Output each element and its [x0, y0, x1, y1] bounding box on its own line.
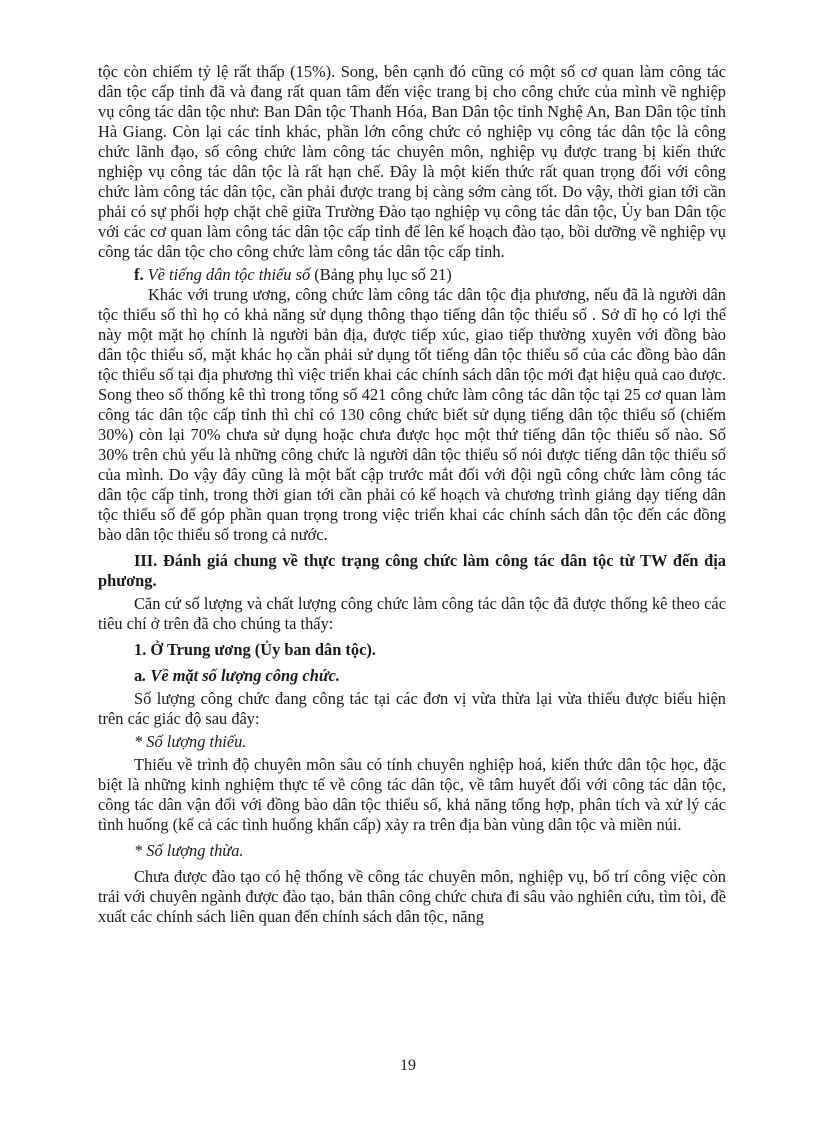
page-number: 19 [400, 1057, 416, 1074]
subsection-f-label: f. [134, 265, 144, 284]
paragraph-continuation: tộc còn chiếm tỷ lệ rất thấp (15%). Song, bên cạnh đó cũng có một số cơ quan làm công tác dân tộc cấp tỉnh đã và đang rất quan tâm đến việc trang bị cho công chức của mình về nghiệp vụ công tác dân tộc như: Ban Dân tộc Thanh Hóa, Ban Dân tộc tỉnh Nghệ An, Ban Dân tộc tỉnh Hà Giang. Còn lại các tỉnh khác, phần lớn công chức có nghiệp vụ công tác dân tộc là công chức lãnh đạo, số công chức làm công tác chuyên môn, nghiệp vụ được trang bị kiến thức nghiệp vụ công tác dân tộc là rất hạn chế. Đây là một kiến thức rất quan trọng đối với công chức làm công tác dân tộc, cần phải được trang bị càng sớm càng tốt. Do vậy, thời gian tới cần phải có sự phối hợp chặt chẽ giữa Trường Đào tạo nghiệp vụ công tác dân tộc, Ủy ban Dân tộc với các cơ quan làm công tác dân tộc cấp tỉnh để lên kế hoạch đào tạo, bồi dưỡng về nghiệp vụ công tác dân tộc cho công chức làm công tác dân tộc cấp tỉnh. [98, 62, 726, 261]
subsection-a-title: . Về mặt số lượng công chức. [142, 666, 341, 685]
subsection-f-heading [98, 265, 726, 285]
subheading-surplus: * Số lượng thừa. [134, 841, 244, 860]
subsection-f-title: Về tiếng dân tộc thiểu số [147, 265, 311, 284]
paragraph-ethnic-language: Khác với trung ương, công chức làm công tác dân tộc địa phương, nếu đã là người dân tộc thiểu số thì họ có khả năng sử dụng thông thạo tiếng dân tộc thiểu số . Sở dĩ họ có lợi thế này một mặt họ chính là người bản địa, được tiếp xúc, giao tiếp thường xuyên với đồng bào dân tộc thiểu số, mặt khác họ cần phải sử dụng tốt tiếng dân tộc thiểu số của các đồng bào dân tộc thiểu số tại địa phương thì việc triển khai các chính sách dân tộc mới đạt hiệu quả cao được. Song theo số thống kê thì trong tổng số 421 công chức làm công tác dân tộc tại 25 cơ quan làm công tác dân tộc cấp tỉnh thì chỉ có 130 công chức biết sử dụng tiếng dân tộc thiểu số (chiếm 30%) còn lại 70% chưa sử dụng hoặc chưa được học một thứ tiếng dân tộc thiểu số nào. Số 30% trên chủ yếu là những công chức là người dân tộc thiểu số nói được tiếng dân tộc thiểu số của mình. Do vậy đây cũng là một bất cập trước mắt đối với đội ngũ công chức làm công tác dân tộc cấp tỉnh, trong thời gian tới cần phải có kế hoạch và chương trình giảng dạy tiếng dân tộc thiểu số để góp phần quan trọng trong việc triển khai các chính sách dân tộc đến các đồng bào dân tộc thiểu số trong cả nước. [98, 285, 726, 544]
document-body [98, 62, 726, 927]
subsection-a-label: a [134, 666, 143, 685]
subsection-f-reference: (Bảng phụ lục số 21) [310, 265, 452, 284]
subheading-shortage: * Số lượng thiếu. [134, 732, 247, 751]
paragraph-shortage: Thiếu về trình độ chuyên môn sâu có tính chuyên nghiệp hoá, kiến thức dân tộc học, đặc biệt là những kinh nghiệm thực tế về công tác dân tộc, về tâm huyết đối với công tác dân tộc, công tác dân vận đối với đồng bào dân tộc thiểu số, khả năng tổng hợp, phân tích và xử lý các tình huống (kể cả các tình huống khẩn cấp) xảy ra trên địa bàn vùng dân tộc và miền núi. [98, 755, 726, 834]
section-iii-heading: III. Đánh giá chung về thực trạng công chức làm công tác dân tộc từ TW đến địa phương. [98, 551, 726, 590]
subsection-a-heading [98, 666, 726, 686]
paragraph-assessment-intro: Căn cứ số lượng và chất lượng công chức làm công tác dân tộc đã được thống kê theo các tiêu chí ở trên đã cho chúng ta thấy: [98, 594, 726, 633]
paragraph-surplus: Chưa được đào tạo có hệ thống về công tác chuyên môn, nghiệp vụ, bố trí công việc còn trái với chuyên ngành được đào tạo, bản thân công chức chưa đi sâu vào nghiên cứu, tìm tòi, đề xuất các chính sách liên quan đến chính sách dân tộc, năng [98, 867, 726, 926]
paragraph-staff-quantity: Số lượng công chức đang công tác tại các đơn vị vừa thừa lại vừa thiếu được biểu hiện trên các giác độ sau đây: [98, 689, 726, 728]
section-1-heading: 1. Ở Trung ương (Ủy ban dân tộc). [134, 640, 376, 659]
